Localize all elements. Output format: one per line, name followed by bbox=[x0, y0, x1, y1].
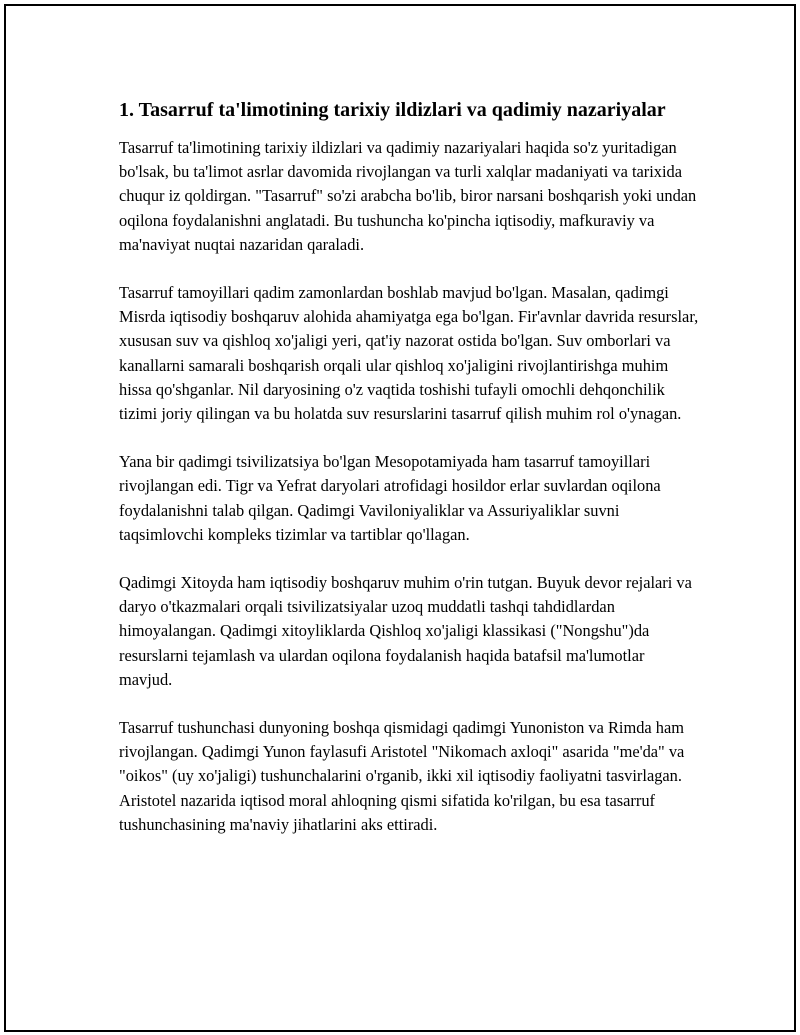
paragraph-2: Tasarruf tamoyillari qadim zamonlardan boshlab mavjud bo'lgan. Masalan, qadimgi Misrda iqtisodiy boshqaruv alohida ahamiyatga ega bo'lgan. Fir'avnlar davrida resurslar, xususan suv va qishloq xo'jaligi yeri, qat'iy nazorat ostida bo'lgan. Suv omborlari va kanallarni samarali boshqarish orqali ular qishloq xo'jaligini rivojlantirishga muhim hissa qo'shganlar. Nil daryosining o'z vaqtida toshishi tufayli omochli dehqonchilik tizimi joriy qilingan va bu holatda suv resurslarini tasarruf qilish muhim rol o'ynagan. bbox=[119, 283, 699, 424]
document-content bbox=[119, 96, 699, 861]
paragraph-5: Tasarruf tushunchasi dunyoning boshqa qismidagi qadimgi Yunoniston va Rimda ham rivojlangan. Qadimgi Yunon faylasufi Aristotel "Nikomach axloqi" asarida "me'da" va "oikos" (uy xo'jaligi) tushunchalarini o'rganib, ikki xil iqtisodiy faoliyatni tasvirlagan. Aristotel nazarida iqtisod moral ahloqning qismi sifatida ko'rilgan, bu esa tasarruf tushunchasining ma'naviy jihatlarini aks ettiradi. bbox=[119, 718, 685, 834]
paragraph-3: Yana bir qadimgi tsivilizatsiya bo'lgan Mesopotamiyada ham tasarruf tamoyillari rivojlangan edi. Tigr va Yefrat daryolari atrofidagi hosildor erlar suvlardan oqilona foydalanishni talab qilgan. Qadimgi Vaviloniyaliklar va Assuriyaliklar suvni taqsimlovchi kompleks tizimlar va tartiblar qo'llagan. bbox=[119, 452, 661, 544]
paragraph-4: Qadimgi Xitoyda ham iqtisodiy boshqaruv muhim o'rin tutgan. Buyuk devor rejalari va daryo o'tkazmalari orqali tsivilizatsiyalar uzoq muddatli tashqi tahdidlardan himoyalangan. Qadimgi xitoyliklarda Qishloq xo'jaligi klassikasi ("Nongshu")da resurslarni tejamlash va ulardan oqilona foydalanish haqida batafsil ma'lumotlar mavjud. bbox=[119, 573, 692, 689]
paragraph-1: Tasarruf ta'limotining tarixiy ildizlari va qadimiy nazariyalari haqida so'z yuritadigan bo'lsak, bu ta'limot asrlar davomida rivojlangan va turli xalqlar madaniyati va tarixida chuqur iz qoldirgan. "Tasarruf" so'zi arabcha bo'lib, biror narsani boshqarish yoki undan oqilona foydalanishni anglatadi. Bu tushuncha ko'pincha iqtisodiy, mafkuraviy va ma'naviyat nuqtai nazaridan qaraladi. bbox=[119, 138, 697, 254]
document-page bbox=[4, 4, 796, 1032]
section-title: 1. Tasarruf ta'limotining tarixiy ildizlari va qadimiy nazariyalar bbox=[119, 99, 666, 121]
